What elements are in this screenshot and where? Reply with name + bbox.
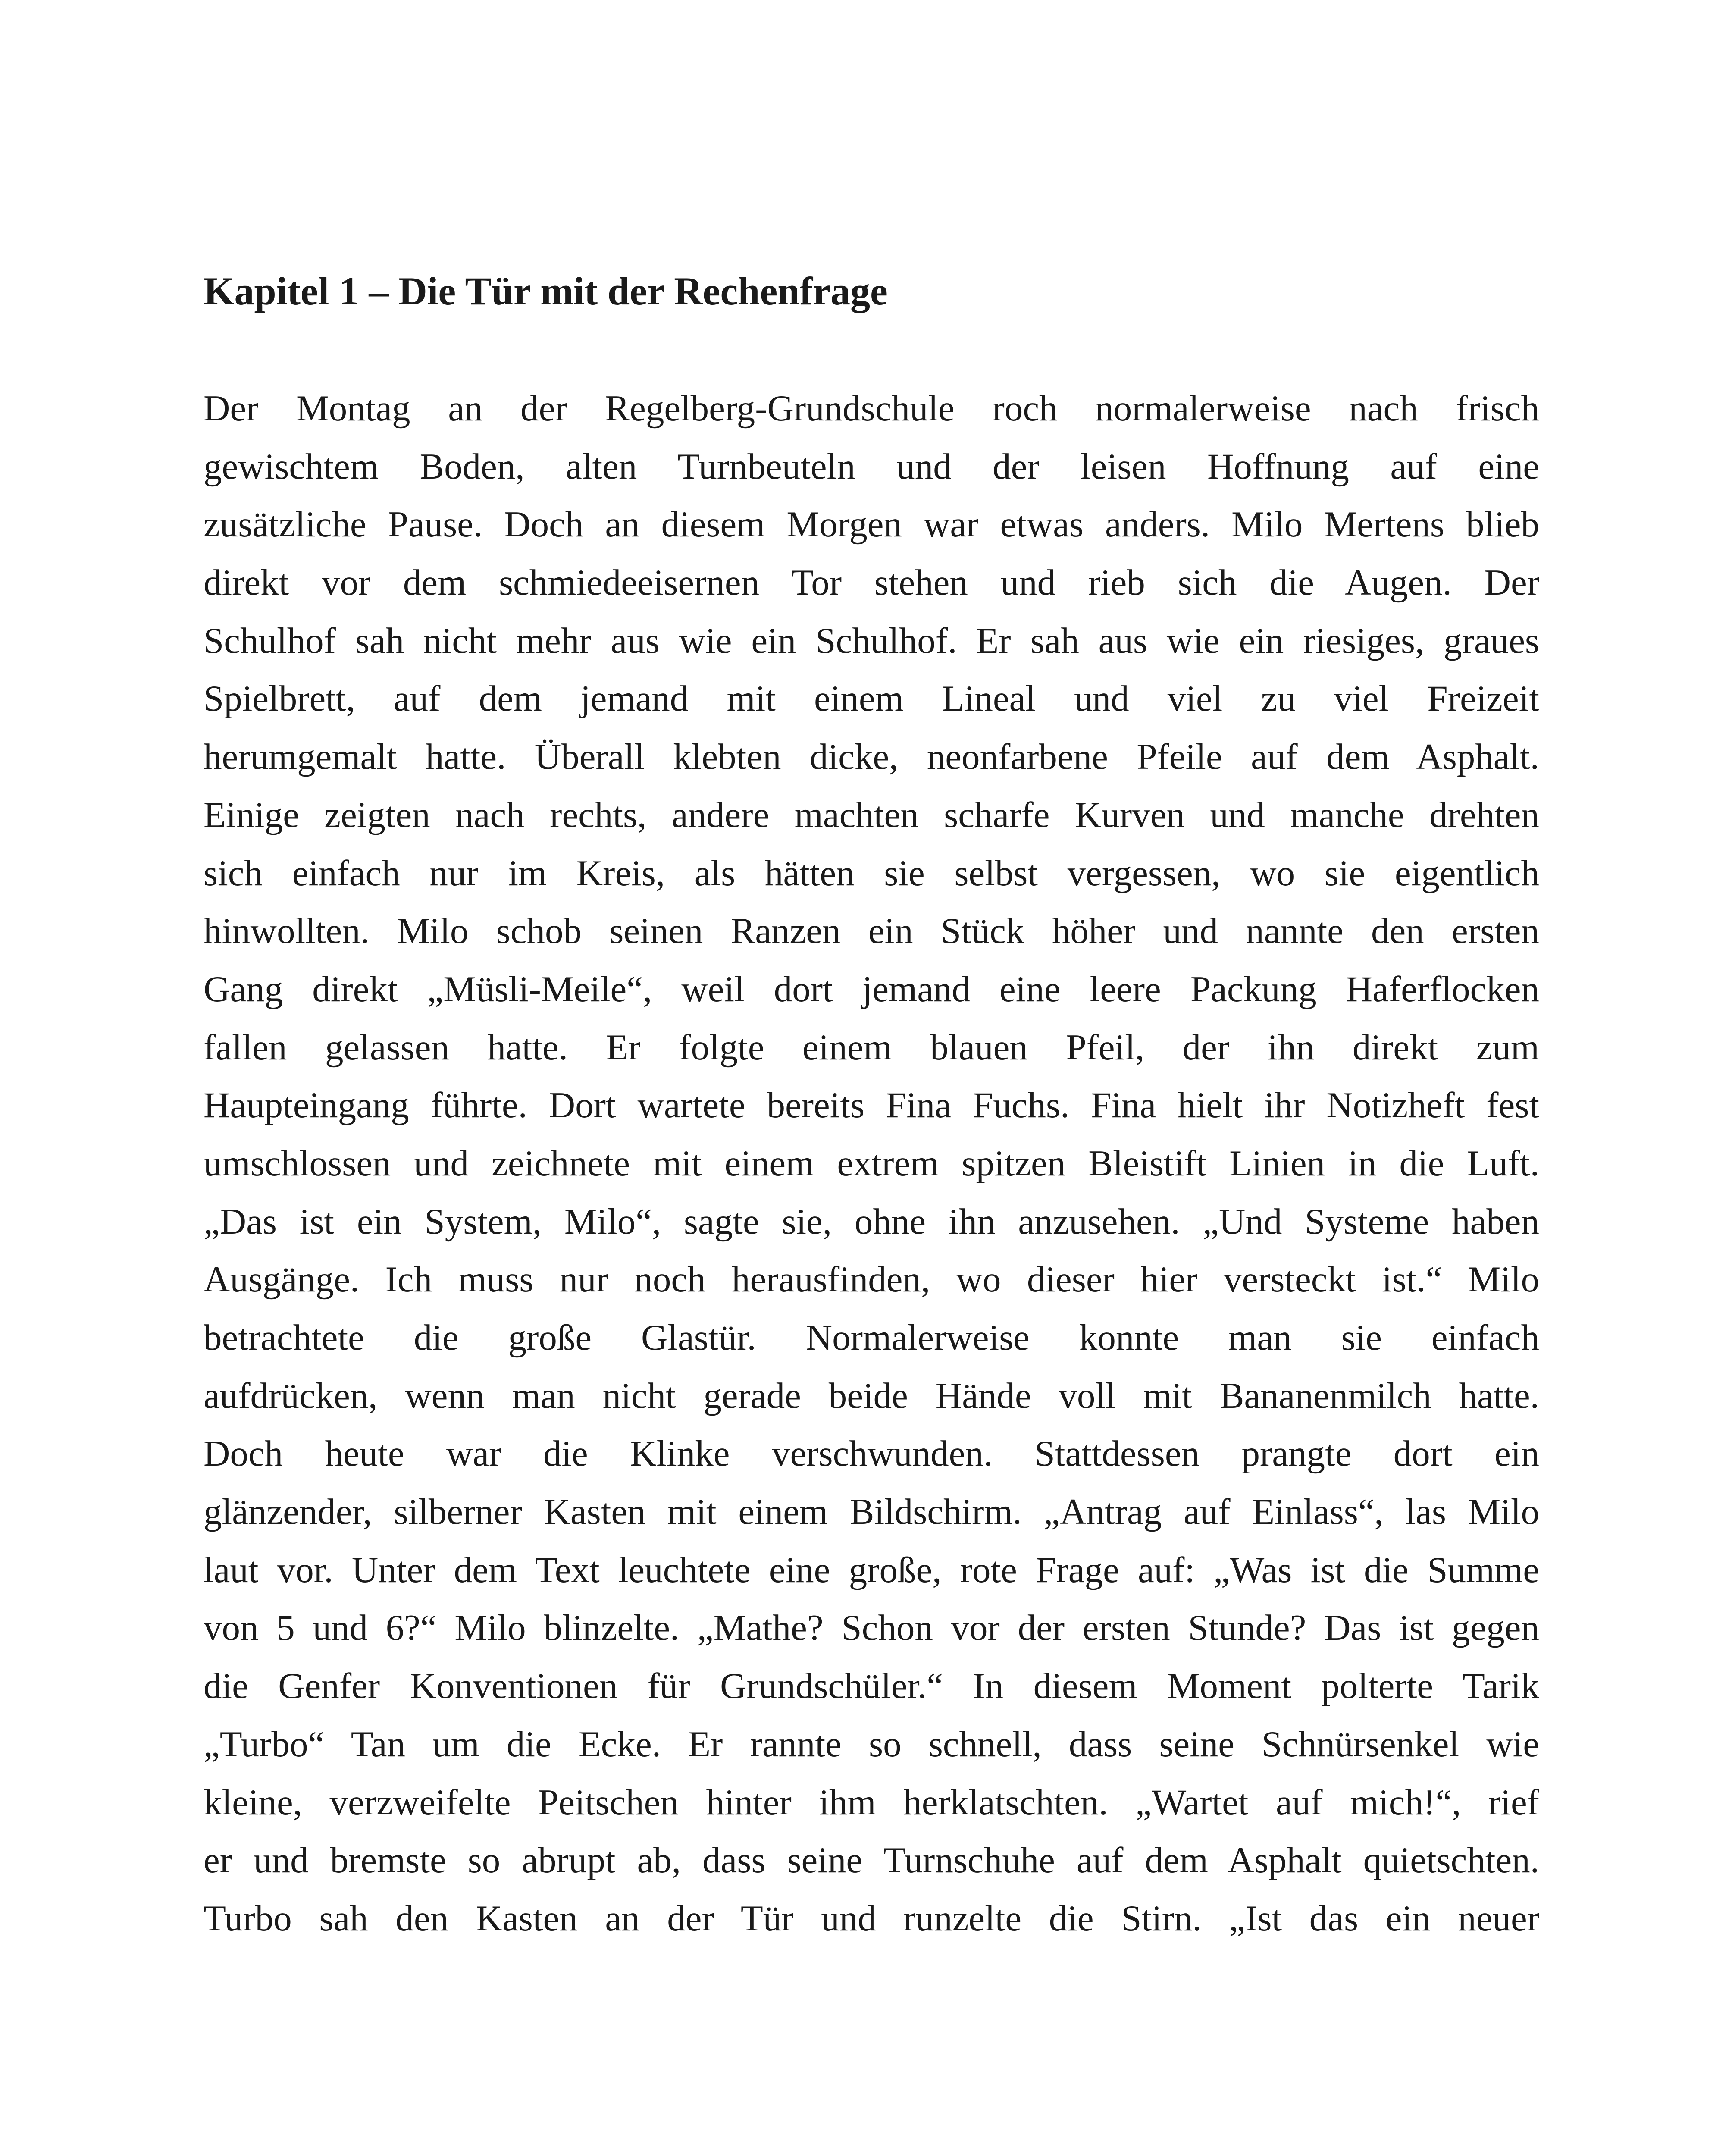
text-line: Gang direkt „Müsli-Meile“, weil dort jemand eine leere Packung Haferflocken — [204, 968, 1539, 1009]
text-line: betrachtete die große Glastür. Normalerweise konnte man sie einfach — [204, 1317, 1539, 1358]
chapter-title: Kapitel 1 – Die Tür mit der Rechenfrage — [204, 269, 888, 313]
text-line: hinwollten. Milo schob seinen Ranzen ein Stück höher und nannte den ersten — [204, 911, 1539, 952]
text-line: Turbo sah den Kasten an der Tür und runzelte die Stirn. „Ist das ein neuer — [204, 1898, 1539, 1939]
text-line: die Genfer Konventionen für Grundschüler.“ In diesem Moment polterte Tarik — [204, 1666, 1539, 1707]
text-line: er und bremste so abrupt ab, dass seine Turnschuhe auf dem Asphalt quietschten. — [204, 1840, 1539, 1881]
text-line: glänzender, silberner Kasten mit einem Bildschirm. „Antrag auf Einlass“, las Milo — [204, 1492, 1539, 1532]
text-line: laut vor. Unter dem Text leuchtete eine große, rote Frage auf: „Was ist die Summe — [204, 1549, 1539, 1590]
text-line: direkt vor dem schmiedeeisernen Tor stehen und rieb sich die Augen. Der — [204, 562, 1539, 603]
text-line: aufdrücken, wenn man nicht gerade beide Hände voll mit Bananenmilch hatte. — [204, 1375, 1539, 1416]
text-line: Schulhof sah nicht mehr aus wie ein Schulhof. Er sah aus wie ein riesiges, graues — [204, 620, 1539, 661]
text-line: kleine, verzweifelte Peitschen hinter ihm herklatschten. „Wartet auf mich!“, rief — [204, 1782, 1539, 1823]
text-line: herumgemalt hatte. Überall klebten dicke, neonfarbene Pfeile auf dem Asphalt. — [204, 736, 1539, 777]
text-line: Doch heute war die Klinke verschwunden. Stattdessen prangte dort ein — [204, 1433, 1539, 1474]
text-line: von 5 und 6?“ Milo blinzelte. „Mathe? Schon vor der ersten Stunde? Das ist gegen — [204, 1608, 1539, 1648]
text-line: „Das ist ein System, Milo“, sagte sie, ohne ihn anzusehen. „Und Systeme haben — [204, 1201, 1539, 1242]
text-line: umschlossen und zeichnete mit einem extrem spitzen Bleistift Linien in die Luft. — [204, 1143, 1539, 1184]
text-line: Der Montag an der Regelberg-Grundschule roch normalerweise nach frisch — [204, 388, 1539, 429]
text-line: Spielbrett, auf dem jemand mit einem Lineal und viel zu viel Freizeit — [204, 678, 1539, 719]
body-paragraph — [204, 379, 1539, 1948]
text-line: Einige zeigten nach rechts, andere machten scharfe Kurven und manche drehten — [204, 794, 1539, 835]
text-line: gewischtem Boden, alten Turnbeuteln und der leisen Hoffnung auf eine — [204, 446, 1539, 487]
text-line: sich einfach nur im Kreis, als hätten sie selbst vergessen, wo sie eigentlich — [204, 852, 1539, 893]
text-line: „Turbo“ Tan um die Ecke. Er rannte so schnell, dass seine Schnürsenkel wie — [204, 1724, 1539, 1764]
text-line: fallen gelassen hatte. Er folgte einem blauen Pfeil, der ihn direkt zum — [204, 1027, 1539, 1068]
text-line: zusätzliche Pause. Doch an diesem Morgen war etwas anders. Milo Mertens blieb — [204, 504, 1539, 545]
text-line: Ausgänge. Ich muss nur noch herausfinden, wo dieser hier versteckt ist.“ Milo — [204, 1259, 1539, 1300]
text-line: Haupteingang führte. Dort wartete bereits Fina Fuchs. Fina hielt ihr Notizheft fest — [204, 1085, 1539, 1126]
